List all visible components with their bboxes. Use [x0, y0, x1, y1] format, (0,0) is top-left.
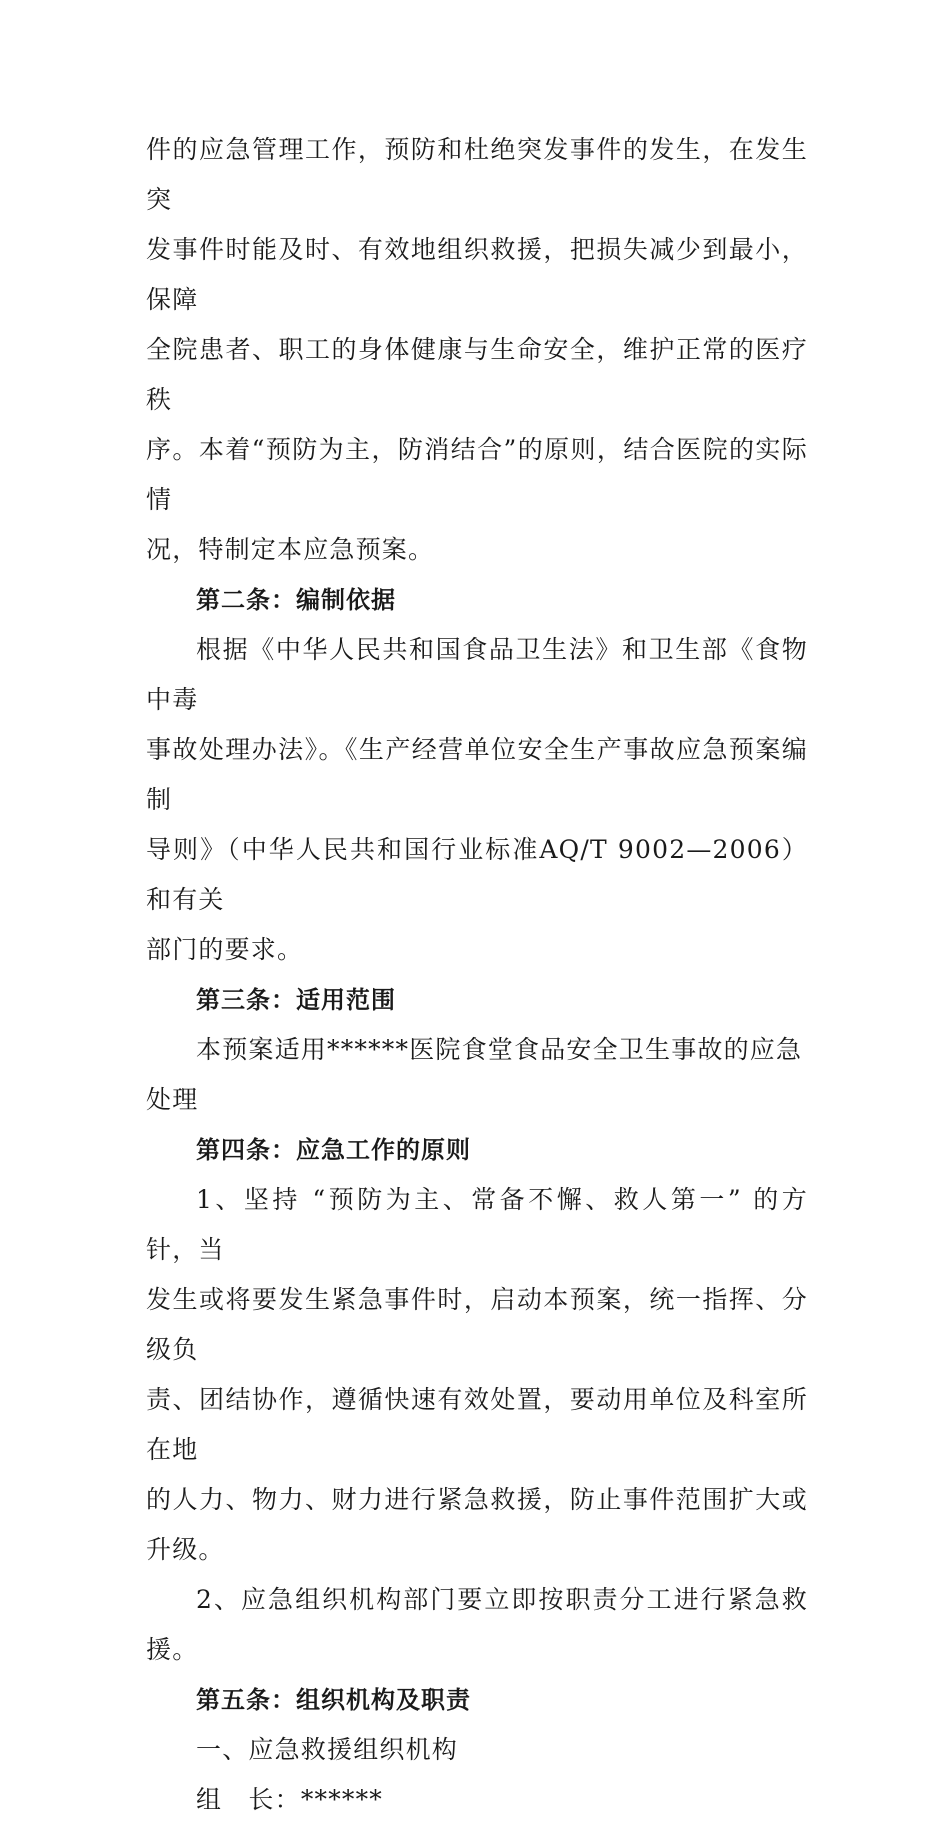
principle-item-2 — [146, 1575, 808, 1675]
text-line: 2、应急组织机构部门要立即按职责分工进行紧急救援。 — [146, 1585, 808, 1664]
leader-value: ****** — [300, 1785, 384, 1814]
leader-line — [146, 1775, 808, 1825]
document-body — [146, 125, 808, 1825]
text-line: 责、团结协作，遵循快速有效处置，要动用单位及科室所在地 — [146, 1385, 808, 1464]
compilation-basis-paragraph — [146, 625, 808, 975]
text-line: 部门的要求。 — [146, 935, 304, 964]
scope-paragraph — [146, 1025, 808, 1125]
text-line: 处理 — [146, 1085, 199, 1114]
intro-paragraph — [146, 125, 808, 575]
section-heading-compilation-basis: 第二条：编制依据 — [196, 586, 396, 614]
text-line: 本预案适用******医院食堂食品安全卫生事故的应急 — [196, 1035, 803, 1064]
section-heading-principles: 第四条：应急工作的原则 — [196, 1136, 471, 1164]
text-line: 序。本着“预防为主，防消结合”的原则，结合医院的实际情 — [146, 435, 808, 514]
principle-item-1 — [146, 1175, 808, 1575]
text-line: 的人力、物力、财力进行紧急救援，防止事件范围扩大或升级。 — [146, 1485, 808, 1564]
text-line: 事故处理办法》。《生产经营单位安全生产事故应急预案编制 — [146, 735, 808, 814]
text-line: 1、坚持 “预防为主、常备不懈、救人第一” 的方针，当 — [146, 1185, 808, 1264]
text-line: 况，特制定本应急预案。 — [146, 535, 435, 564]
text-line: 发事件时能及时、有效地组织救援，把损失减少到最小，保障 — [146, 235, 808, 314]
text-line: 发生或将要发生紧急事件时，启动本预案，统一指挥、分级负 — [146, 1285, 808, 1364]
leader-label: 组 长： — [196, 1785, 301, 1814]
section-heading-organization: 第五条：组织机构及职责 — [196, 1686, 471, 1714]
text-line: 全院患者、职工的身体健康与生命安全，维护正常的医疗秩 — [146, 335, 808, 414]
text-line: 件的应急管理工作，预防和杜绝突发事件的发生，在发生突 — [146, 135, 808, 214]
organization-subheading: 一、应急救援组织机构 — [196, 1735, 459, 1764]
section-heading-scope: 第三条：适用范围 — [196, 986, 396, 1014]
text-line: 根据《中华人民共和国食品卫生法》和卫生部《食物中毒 — [146, 635, 808, 714]
text-line: 导则》（中华人民共和国行业标准AQ/T 9002—2006）和有关 — [146, 835, 808, 914]
